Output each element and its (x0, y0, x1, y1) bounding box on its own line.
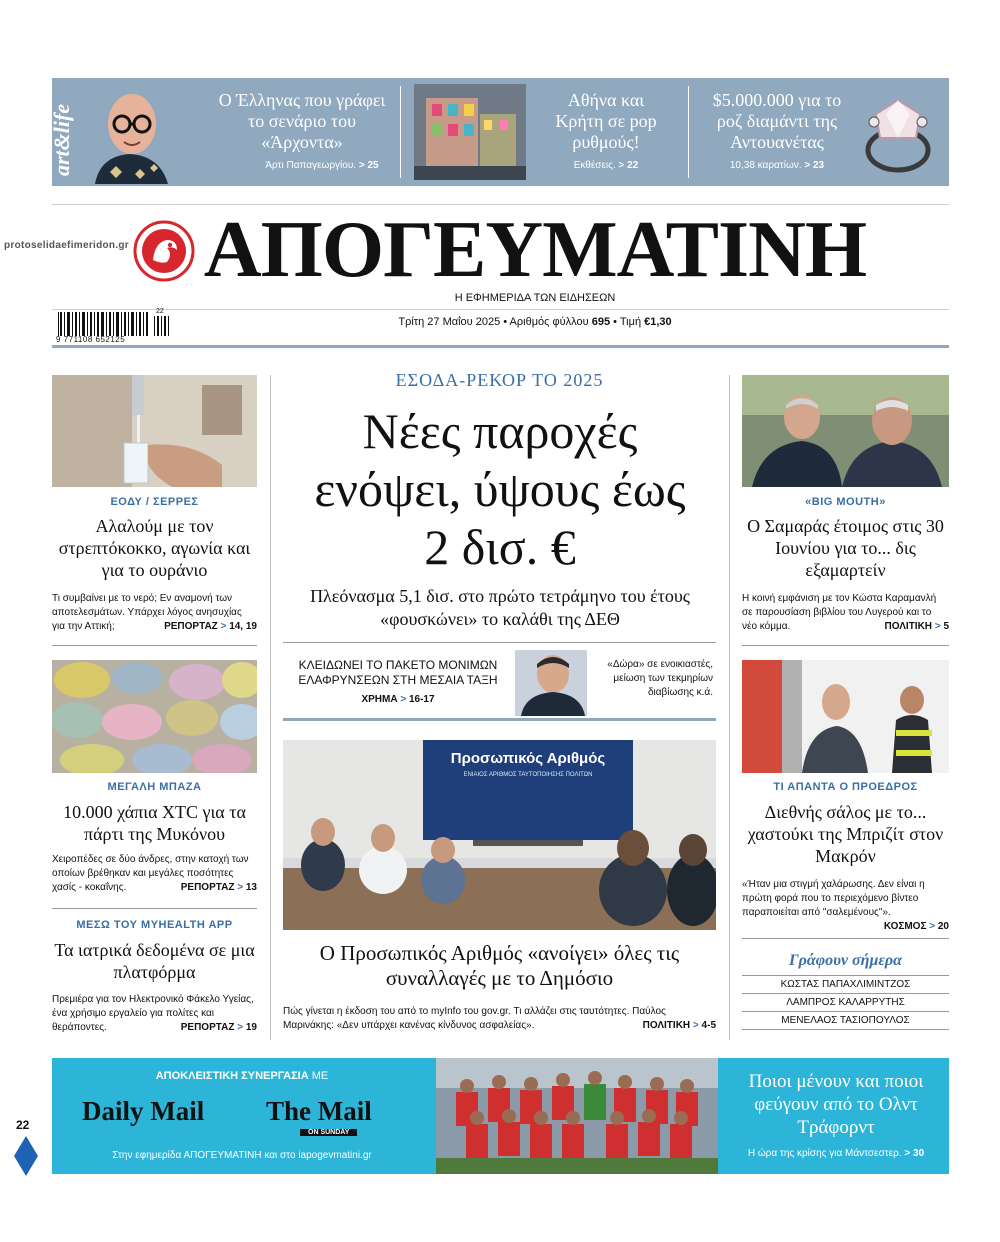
left-story-1-pages: 14, 19 (229, 621, 257, 632)
daily-mail-logo: Daily Mail (82, 1096, 205, 1126)
right-story-1-ref-label: ΠΟΛΙΤΙΚΗ (884, 621, 933, 632)
right-story-2-headline[interactable]: Διεθνής σάλος με το... χαστούκι της Μπριζίτ στον Μακρόν (747, 802, 944, 866)
artlife-divider-2 (688, 86, 689, 178)
left-story-3-body (52, 993, 257, 1035)
artlife-story-1-credit-text: Άρτι Παπαγεωργίου. (265, 160, 357, 171)
watermark: protoselidaefimeridon.gr (4, 240, 129, 251)
artlife-story-3-text: $5.000.000 για το ροζ διαμάντι της Αντουανέτας (712, 90, 842, 152)
right-story-2-pages: 20 (937, 921, 949, 932)
barcode-issue: 22 (156, 308, 164, 315)
second-headline[interactable]: Ο Προσωπικός Αριθμός «ανοίγει» όλες τις συναλλαγές με το Δημόσιο (319, 941, 680, 990)
writer-3: ΜΕΝΕΛΑΟΣ ΤΑΣΙΟΠΟΥΛΟΣ (742, 1011, 949, 1030)
right-divider-2 (742, 938, 949, 939)
artlife-divider-1 (400, 86, 401, 178)
masthead-emblem-icon (133, 220, 195, 282)
barcode-number: 9 771108 652125 (56, 335, 126, 344)
arrow-icon: > (929, 921, 936, 932)
sidebar-headline[interactable]: ΚΛΕΙΔΩΝΕΙ ΤΟ ΠΑΚΕΤΟ ΜΟΝΙΜΩΝ ΕΛΑΦΡΥΝΣΕΩΝ ΣΤΗ ΜΕΣΑΙΑ ΤΑΞΗ (298, 658, 498, 687)
banner-sub-text: Η ώρα της κρίσης για Μάντσεστερ. (747, 1148, 902, 1159)
left-column-rule (270, 375, 271, 1040)
arrow-icon: > (400, 694, 407, 705)
left-story-1-kicker: ΕΟΔΥ / ΣΕΡΡΕΣ (110, 496, 199, 508)
bottom-banner (52, 1058, 949, 1174)
second-story-body-text: Πώς γίνεται η έκδοση του από το myInfo του gov.gr. Τι αλλάζει στις ταυτότητες. Παύλος Μαρινάκης: «Δεν υπάρχει κανένας κίνδυνος ασφαλείας». (283, 1006, 666, 1031)
left-story-3-ref-label: ΡΕΠΟΡΤΑΖ (180, 1022, 235, 1033)
writer-1: ΚΩΣΤΑΣ ΠΑΠΑΧΛΙΜΙΝΤΖΟΣ (742, 975, 949, 993)
left-divider-1 (52, 645, 257, 646)
left-photo-water (52, 375, 257, 487)
writers-title: Γράφουν σήμερα (788, 952, 902, 969)
second-story-pages: 4-5 (701, 1020, 716, 1031)
issue-number: 695 (591, 316, 611, 328)
arrow-icon: > (220, 621, 227, 632)
right-photo-macron (742, 660, 949, 773)
right-column-rule (729, 375, 730, 1040)
banner-tagline: Στην εφημερίδα ΑΠΟΓΕΥΜΑΤΙΝΗ και στο iapogevmatini.gr (112, 1150, 372, 1161)
arrow-icon: > (904, 1148, 914, 1159)
writer-2: ΛΑΜΠΡΟΣ ΚΑΛΑΡΡΥΤΗΣ (742, 993, 949, 1011)
banner-headline[interactable]: Ποιοι μένουν και ποιοι φεύγουν από το Ολντ Τράφορντ (748, 1071, 924, 1138)
banner-with: ΜΕ (311, 1070, 329, 1082)
artlife-story-2-credit-text: Εκθέσεις. (573, 160, 616, 171)
lead-sidebar-box (283, 650, 716, 720)
dateline (200, 316, 870, 328)
masthead-subtitle: Η ΕΦΗΜΕΡΙΔΑ ΤΩΝ ΕΙΔΗΣΕΩΝ (454, 292, 616, 304)
artlife-story-1-text: Ο Έλληνας που γράφει το σενάριο του «Άρχοντα» (218, 90, 386, 152)
arrow-icon: > (237, 882, 244, 893)
left-story-1-body-text: Τι συμβαίνει με το νερό; Εν αναμονή των αποτελεσμάτων. Υπάρχει λόγος ανησυχίας για την Αττική; (52, 593, 242, 632)
left-story-2-body-text: Χειροπέδες σε δύο άνδρες, στην κατοχή των οποίων βρέθηκαν και μεγάλες ποσότητες χασίς - κοκαΐνης. (52, 854, 249, 893)
right-story-1-kicker: «BIG MOUTH» (805, 496, 886, 508)
sidebar-ref-label: ΧΡΗΜΑ (361, 694, 398, 705)
center-divider-1 (283, 642, 716, 643)
right-story-1-body (742, 592, 949, 634)
right-story-2-ref-label: ΚΟΣΜΟΣ (883, 921, 927, 932)
second-story-ref-label: ΠΟΛΙΤΙΚΗ (642, 1020, 691, 1031)
banner-pages: 30 (913, 1148, 925, 1159)
left-story-2-ref-label: ΡΕΠΟΡΤΑΖ (180, 882, 235, 893)
center-divider-2 (283, 718, 716, 721)
artlife-logo: art&life (49, 103, 74, 176)
left-story-1-body (52, 592, 257, 634)
center-photo-meeting (283, 740, 716, 930)
left-story-1-headline[interactable]: Αλαλούμ με τον στρεπτόκοκκο, αγωνία και για το ουράνιο (58, 516, 251, 580)
right-story-1-body-text: Η κοινή εμφάνιση με τον Κώστα Καραμανλή σε παρουσίαση βιβλίου του Λυγερού και το νέο κόμμα. (742, 593, 937, 632)
price: €1,30 (644, 316, 672, 328)
artlife-photo-exhibition (414, 84, 526, 180)
sidebar-ref[interactable] (283, 694, 513, 705)
the-mail-logo: The Mail (266, 1096, 372, 1126)
arrow-icon: > (692, 1020, 699, 1031)
left-story-2-body (52, 853, 257, 895)
left-story-3-ref[interactable] (181, 1021, 257, 1035)
diamond-ring-icon (858, 88, 944, 178)
left-story-3-pages: 19 (245, 1022, 257, 1033)
writers-list (742, 975, 949, 1030)
screen-subtitle: ΕΝΙΑΙΟΣ ΑΡΙΘΜΟΣ ΤΑΥΤΟΠΟΙΗΣΗΣ ΠΟΛΙΤΩΝ (463, 772, 593, 778)
sidebar-pages: 16-17 (408, 694, 435, 705)
diamond-icon (14, 1136, 38, 1176)
left-story-2-headline[interactable]: 10.000 χάπια XTC για τα πάρτι της Μυκόνου (63, 802, 246, 844)
masthead-mid-rule (52, 309, 949, 310)
artlife-story-2-credit (546, 160, 666, 171)
left-story-1-ref-label: ΡΕΠΟΡΤΑΖ (164, 621, 218, 632)
right-story-1-ref[interactable] (885, 620, 949, 634)
artlife-story-3-credit (712, 160, 842, 171)
left-story-1-ref[interactable] (164, 620, 257, 634)
dateline-prefix: Τρίτη 27 Μαΐου 2025 • Αριθμός φύλλου (398, 316, 589, 328)
right-story-1-pages: 5 (943, 621, 949, 632)
banner-photo-team (436, 1058, 718, 1174)
left-photo-pills (52, 660, 257, 773)
masthead-title: ΑΠΟΓΕΥΜΑΤΙΝΗ (203, 206, 867, 294)
arrow-icon: > (618, 160, 628, 171)
artlife-story-1-page: 25 (367, 160, 379, 171)
left-story-2-ref[interactable] (181, 881, 257, 895)
the-mail-sub: ON SUNDAY (300, 1129, 357, 1136)
banner-exclusive-text: ΑΠΟΚΛΕΙΣΤΙΚΗ ΣΥΝΕΡΓΑΣΙΑ (155, 1070, 309, 1082)
right-story-2-body-text: «Ήταν μια στιγμή χαλάρωσης. Δεν είναι η πρώτη φορά που το περιεχόμενο βίντεο παραποιείται από "σαλεμένους"». (742, 879, 925, 918)
right-story-2-kicker: ΤΙ ΑΠΑΝΤΑ Ο ΠΡΟΕΔΡΟΣ (773, 781, 918, 793)
arrow-icon: > (237, 1022, 244, 1033)
left-story-3-headline[interactable]: Τα ιατρικά δεδομένα σε μια πλατφόρμα (54, 940, 255, 982)
left-divider-2 (52, 908, 257, 909)
sidebar-photo-minister (515, 650, 587, 716)
artlife-story-2-page: 22 (627, 160, 639, 171)
right-story-1-headline[interactable]: Ο Σαμαράς έτοιμος στις 30 Ιουνίου για το... δις εξαμαρτείν (747, 516, 944, 580)
barcode (56, 308, 176, 344)
artlife-story-1-credit (237, 160, 407, 171)
right-story-2-body (742, 878, 949, 934)
artlife-story-3-credit-text: 10,38 καρατίων. (729, 160, 802, 171)
sidebar-side-text: «Δώρα» σε ενοικιαστές, μείωση των τεκμηρίων διαβίωσης κ.ά. (607, 659, 713, 698)
right-story-2-ref[interactable] (884, 920, 949, 934)
masthead-blue-rule (52, 345, 949, 348)
left-story-3-body-text: Πρεμιέρα για τον Ηλεκτρονικό Φάκελο Υγείας, ένα χρήσιμο εργαλείο για πολίτες και θεράποντες. (52, 994, 254, 1033)
page-number: 22 (16, 1118, 30, 1132)
lead-kicker: ΕΣΟΔΑ-ΡΕΚΟΡ ΤΟ 2025 (395, 370, 604, 390)
artlife-story-3-page: 23 (812, 160, 825, 171)
arrow-icon: > (804, 160, 813, 171)
right-divider-1 (742, 645, 949, 646)
artlife-photo-writer (80, 84, 180, 184)
second-story-ref[interactable] (643, 1019, 716, 1033)
second-story-body (283, 1005, 716, 1033)
arrow-icon: > (358, 160, 368, 171)
lead-deck: Πλεόνασμα 5,1 δισ. στο πρώτο τετράμηνο του έτους «φουσκώνει» το καλάθι της ΔΕΘ (310, 586, 690, 629)
lead-headline[interactable]: Νέες παροχές ενόψει, ύψους έως 2 δισ. € (314, 403, 686, 575)
arrow-icon: > (934, 621, 941, 632)
artlife-band (49, 78, 949, 186)
right-photo-samaras (742, 375, 949, 487)
left-story-2-kicker: ΜΕΓΑΛΗ ΜΠΑΖΑ (107, 781, 202, 793)
left-story-3-kicker: ΜΕΣΩ ΤΟΥ MYHEALTH APP (76, 919, 233, 931)
artlife-story-2-text: Αθήνα και Κρήτη σε pop ρυθμούς! (555, 90, 657, 152)
banner-sub (724, 1148, 948, 1159)
screen-title: Προσωπικός Αριθμός (450, 750, 606, 767)
price-label: • Τιμή (613, 316, 642, 328)
banner-exclusive (52, 1070, 432, 1082)
left-story-2-pages: 13 (245, 882, 257, 893)
